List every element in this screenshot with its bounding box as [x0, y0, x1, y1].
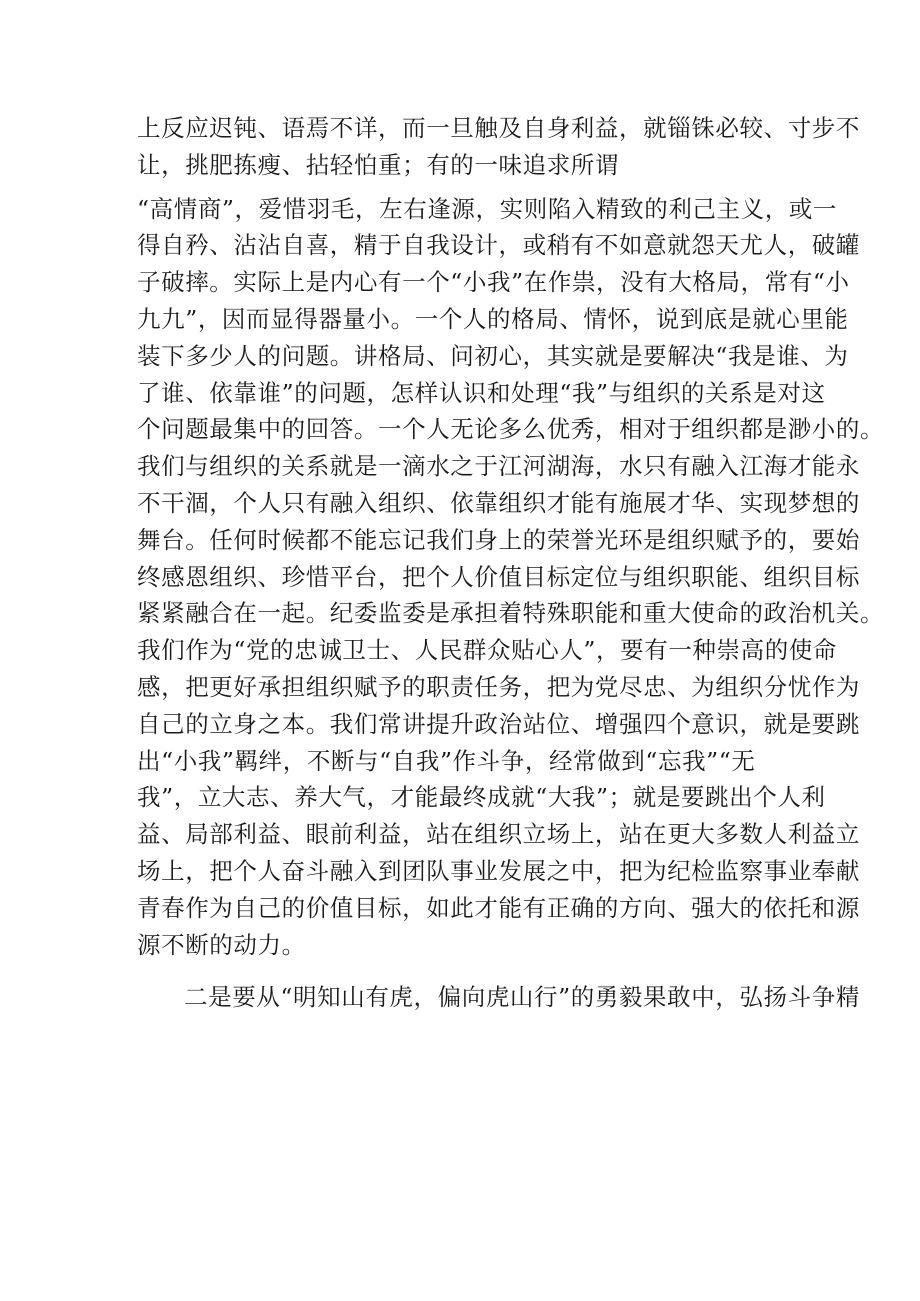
text-line: 紧紧融合在一起。纪委监委是承担着特殊职能和重大使命的政治机关。	[137, 599, 885, 628]
text-line: 出“小我”羁绊，不断与“自我”作斗争，经常做到“忘我”“无	[137, 746, 756, 775]
text-line: 装下多少人的问题。讲格局、问初心，其实就是要解决“我是谁、为	[137, 341, 849, 370]
text-line: 源不断的动力。	[137, 930, 306, 959]
text-line: 感，把更好承担组织赋予的职责任务，把为党尽忠、为组织分忧作为	[137, 672, 860, 701]
text-line: 子破摔。实际上是内心有一个“小我”在作祟，没有大格局，常有“小	[137, 268, 850, 297]
text-line: 青春作为自己的价值目标，如此才能有正确的方向、强大的依托和源	[137, 893, 860, 922]
text-line: 得自矜、沾沾自喜，精于自我设计，或稍有不如意就怨天尤人，破罐	[137, 231, 860, 260]
text-line: 了谁、依靠谁”的问题，怎样认识和处理“我”与组织的关系是对这	[137, 378, 826, 407]
text-line: 个问题最集中的回答。一个人无论多么优秀，相对于组织都是渺小的。	[137, 415, 885, 444]
text-line: 让，挑肥拣瘦、拈轻怕重；有的一味追求所谓	[137, 150, 619, 179]
text-line: “高情商”，爱惜羽毛，左右逢源，实则陷入精致的利己主义，或一	[137, 194, 838, 223]
text-line: 上反应迟钝、语焉不详，而一旦触及自身利益，就锱铢必较、寸步不	[137, 114, 860, 142]
text-line: 自己的立身之本。我们常讲提升政治站位、增强四个意识，就是要跳	[137, 709, 860, 738]
paragraph-start-line: 二是要从“明知山有虎，偏向虎山行”的勇毅果敢中，弘扬斗争精	[184, 983, 860, 1012]
text-line: 益、局部利益、眼前利益，站在组织立场上，站在更大多数人利益立	[137, 820, 860, 849]
text-line: 终感恩组织、珍惜平台，把个人价值目标定位与组织职能、组织目标	[137, 562, 860, 591]
body-text	[137, 110, 885, 1016]
text-line: 场上，把个人奋斗融入到团队事业发展之中，把为纪检监察事业奉献	[137, 856, 860, 885]
text-line: 我们作为“党的忠诚卫士、人民群众贴心人”，要有一种崇高的使命	[137, 636, 838, 665]
text-line: 不干涸，个人只有融入组织、依靠组织才能有施展才华、实现梦想的	[137, 488, 860, 517]
text-line: 九九”，因而显得器量小。一个人的格局、情怀，说到底是就心里能	[137, 304, 849, 333]
text-line: 我们与组织的关系就是一滴水之于江河湖海，水只有融入江海才能永	[137, 452, 860, 481]
text-line: 我”，立大志、养大气，才能最终成就“大我”；就是要跳出个人利	[137, 783, 826, 812]
text-line: 舞台。任何时候都不能忘记我们身上的荣誉光环是组织赋予的，要始	[137, 525, 860, 554]
